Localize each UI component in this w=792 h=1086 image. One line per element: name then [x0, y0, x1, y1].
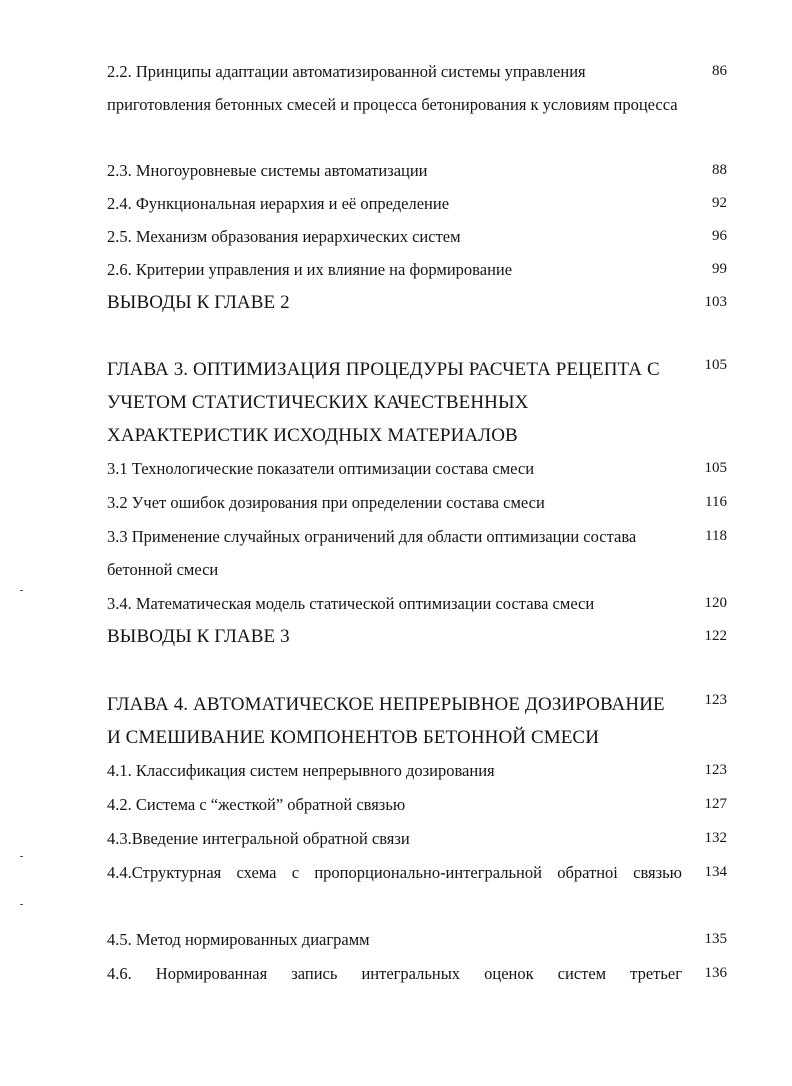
toc-entry-title: 4.6. Нормированная запись интегральных оценок систем третьег	[107, 964, 682, 983]
toc-page-number: 136	[704, 965, 727, 981]
toc-entry-4-1	[107, 754, 727, 787]
toc-entry-4-4	[107, 856, 727, 889]
toc-entry-title: 2.6. Критерии управления и их влияние на формирование	[107, 260, 513, 279]
toc-entry-title: ГЛАВА 4. АВТОМАТИЧЕСКОЕ НЕПРЕРЫВНОЕ ДОЗИРОВАНИЕ И СМЕШИВАНИЕ КОМПОНЕНТОВ БЕТОННОЙ СМЕСИ	[107, 694, 665, 748]
toc-entry-chapter-4	[107, 688, 727, 754]
toc-entry-title: 4.5. Метод нормированных диаграмм	[107, 930, 370, 949]
toc-entry-4-3	[107, 822, 727, 855]
toc-entry-2-6	[107, 253, 727, 286]
toc-entry-title: 3.2 Учет ошибок дозирования при определении состава смеси	[107, 493, 545, 512]
toc-page-number: 123	[704, 692, 727, 708]
toc-page-number: 88	[712, 162, 727, 178]
toc-page-number: 103	[704, 294, 727, 310]
toc-entry-2-3	[107, 154, 727, 187]
toc-entry-2-2	[107, 55, 727, 121]
toc-entry-3-3	[107, 520, 727, 586]
toc-page-number: 132	[704, 830, 727, 846]
toc-entry-conclusions-3	[107, 620, 727, 653]
toc-entry-title: 2.3. Многоуровневые системы автоматизации	[107, 161, 428, 180]
toc-entry-conclusions-2	[107, 286, 727, 319]
toc-entry-title: 2.4. Функциональная иерархия и её определение	[107, 194, 450, 213]
toc-entry-4-5	[107, 923, 727, 956]
toc-entry-title: 2.5. Механизм образования иерархических систем	[107, 227, 461, 246]
toc-entry-title: 3.1 Технологические показатели оптимизации состава смеси	[107, 459, 535, 478]
toc-entry-3-1	[107, 452, 727, 485]
toc-page-number: 116	[705, 494, 727, 510]
toc-page-number: 118	[705, 528, 727, 544]
toc-entry-title: ВЫВОДЫ К ГЛАВЕ 2	[107, 292, 290, 313]
scan-speck	[20, 856, 23, 857]
toc-entry-title: ВЫВОДЫ К ГЛАВЕ 3	[107, 626, 290, 647]
toc-page-number: 120	[704, 595, 727, 611]
toc-page-number: 105	[704, 357, 727, 373]
toc-page-number: 92	[712, 195, 727, 211]
toc-entry-title: 3.3 Применение случайных ограничений для области оптимизации состава бетонной смеси	[107, 527, 637, 579]
toc-entry-title: 4.2. Система с “жесткой” обратной связью	[107, 795, 406, 814]
toc-entry-title: 4.3.Введение интегральной обратной связи	[107, 829, 410, 848]
toc-entry-3-2	[107, 486, 727, 519]
toc-entry-title: 3.4. Математическая модель статической оптимизации состава смеси	[107, 594, 595, 613]
scan-speck	[20, 590, 23, 591]
toc-entry-2-5	[107, 220, 727, 253]
toc-page-number: 99	[712, 261, 727, 277]
toc-entry-title: ГЛАВА 3. ОПТИМИЗАЦИЯ ПРОЦЕДУРЫ РАСЧЕТА РЕЦЕПТА С УЧЕТОМ СТАТИСТИЧЕСКИХ КАЧЕСТВЕННЫХ ХАРАКТЕРИСТИК ИСХОДНЫХ МАТЕРИАЛОВ	[107, 359, 660, 446]
toc-page-number: 122	[704, 628, 727, 644]
toc-entry-4-6	[107, 957, 727, 990]
toc-page-number: 96	[712, 228, 727, 244]
toc-entry-title: 4.1. Классификация систем непрерывного дозирования	[107, 761, 495, 780]
toc-entry-2-4	[107, 187, 727, 220]
toc-page-number: 123	[704, 762, 727, 778]
toc-entry-title: 2.2. Принципы адаптации автоматизированной системы управления приготовления бетонных смесей и процесса бетонирования к условиям процесса	[107, 62, 678, 114]
toc-entry-3-4	[107, 587, 727, 620]
toc-page-number: 105	[704, 460, 727, 476]
toc-page-number: 134	[704, 864, 727, 880]
toc-entry-title: 4.4.Структурная схема с пропорционально-интегральной обратнoi связью	[107, 863, 682, 882]
toc-entry-chapter-3	[107, 353, 727, 452]
scan-speck	[20, 904, 23, 905]
toc-entry-4-2	[107, 788, 727, 821]
toc-page-number: 127	[704, 796, 727, 812]
toc-page-number: 86	[712, 63, 727, 79]
toc-page-number: 135	[704, 931, 727, 947]
